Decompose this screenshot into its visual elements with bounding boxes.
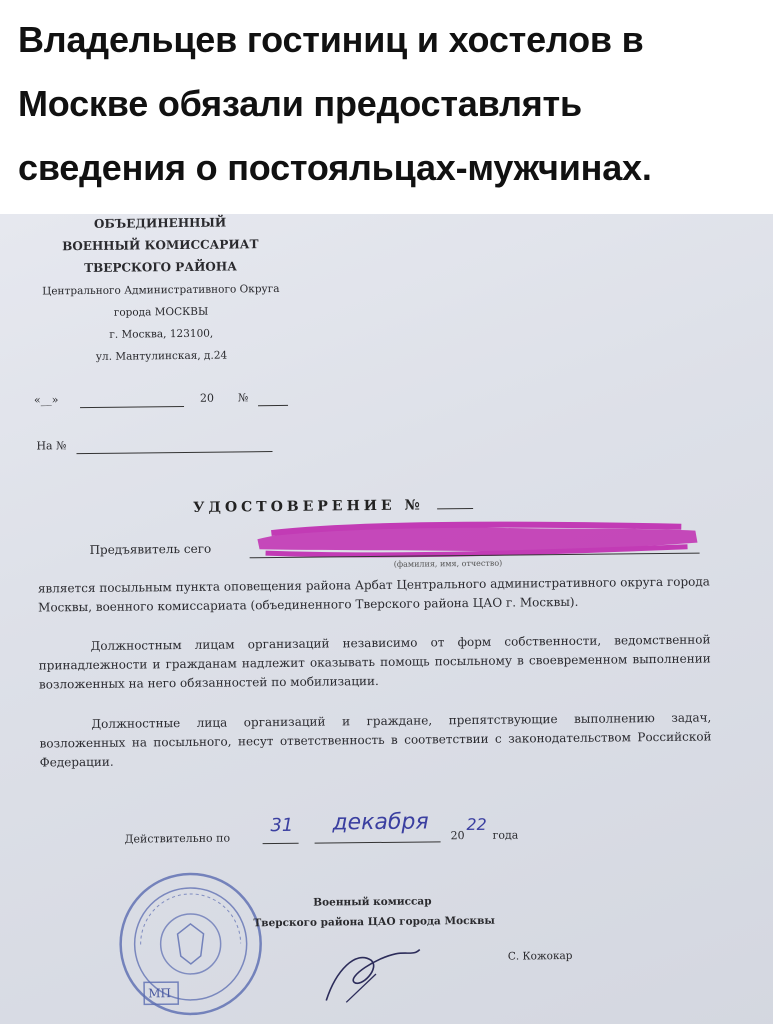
- reference-underline: [77, 451, 273, 454]
- document-title-text: УДОСТОВЕРЕНИЕ №: [193, 497, 424, 516]
- document-title: [193, 497, 473, 516]
- official-stamp: [115, 863, 267, 1024]
- letterhead-line: ул. Мантулинская, д.24: [95, 349, 228, 363]
- date-number-sign: №: [237, 391, 249, 405]
- handwritten-signature: [316, 929, 427, 1010]
- letterhead-line: ВОЕННЫЙ КОМИССАРИАТ: [62, 237, 259, 254]
- date-underline: [80, 406, 184, 408]
- signature-title: Военный комиссар: [313, 895, 432, 909]
- valid-year-word: года: [492, 828, 519, 842]
- title-number-underline: [437, 508, 473, 509]
- letterhead-line: города МОСКВЫ: [113, 305, 209, 319]
- document-photo: [0, 214, 773, 1024]
- signature-name: С. Кожокар: [507, 949, 573, 963]
- signature-org: Тверского района ЦАО города Москвы: [253, 914, 495, 930]
- valid-month: декабря: [332, 809, 429, 836]
- valid-month-underline: [315, 841, 441, 843]
- valid-year-prefix: 20: [450, 829, 465, 843]
- date-prefix: «__»: [33, 393, 59, 407]
- headline: [18, 8, 758, 200]
- letterhead-line: Центрального Административного Округа: [42, 282, 280, 298]
- valid-day: 31: [270, 814, 294, 837]
- headline-line: Владельцев гостиниц и хостелов в: [18, 19, 644, 60]
- headline-line: Москве обязали предоставлять: [18, 83, 582, 124]
- paragraph-1: является посыльным пункта оповещения района Арбат Центрального административного округа города Москвы, военного комиссариата (объединенного Тверского района ЦАО г. Москвы).: [37, 574, 710, 615]
- document-paper: [0, 214, 773, 1024]
- headline-line: сведения о постояльцах-мужчинах.: [18, 147, 652, 188]
- letterhead-line: ОБЪЕДИНЕННЫЙ: [93, 215, 227, 231]
- paragraph-3: Должностные лица организаций и граждане, препятствующие выполнению задач, возложенных на посыльного, несут ответственность в соответствии с законодательством Российской Федерации.: [39, 710, 712, 770]
- bearer-hint: (фамилия, имя, отчество): [393, 558, 503, 569]
- date-year: 20: [199, 391, 215, 405]
- number-underline: [258, 405, 288, 406]
- valid-label: Действительно по: [124, 831, 231, 846]
- bearer-label: Предъявитель сего: [89, 541, 212, 557]
- paragraph-2: Должностным лицам организаций независимо от форм собственности, ведомственной принадлежности и гражданам надлежит оказывать помощь посыльному в своевременном выполнении возложенных на него обязанностей по мобилизации.: [38, 632, 711, 692]
- reference-label: На №: [36, 439, 67, 453]
- valid-day-underline: [263, 843, 299, 844]
- stamp-text: МП: [148, 986, 172, 1001]
- valid-year-suffix: 22: [466, 814, 487, 835]
- letterhead-line: г. Москва, 123100,: [109, 327, 214, 341]
- letterhead-line: ТВЕРСКОГО РАЙОНА: [84, 259, 238, 276]
